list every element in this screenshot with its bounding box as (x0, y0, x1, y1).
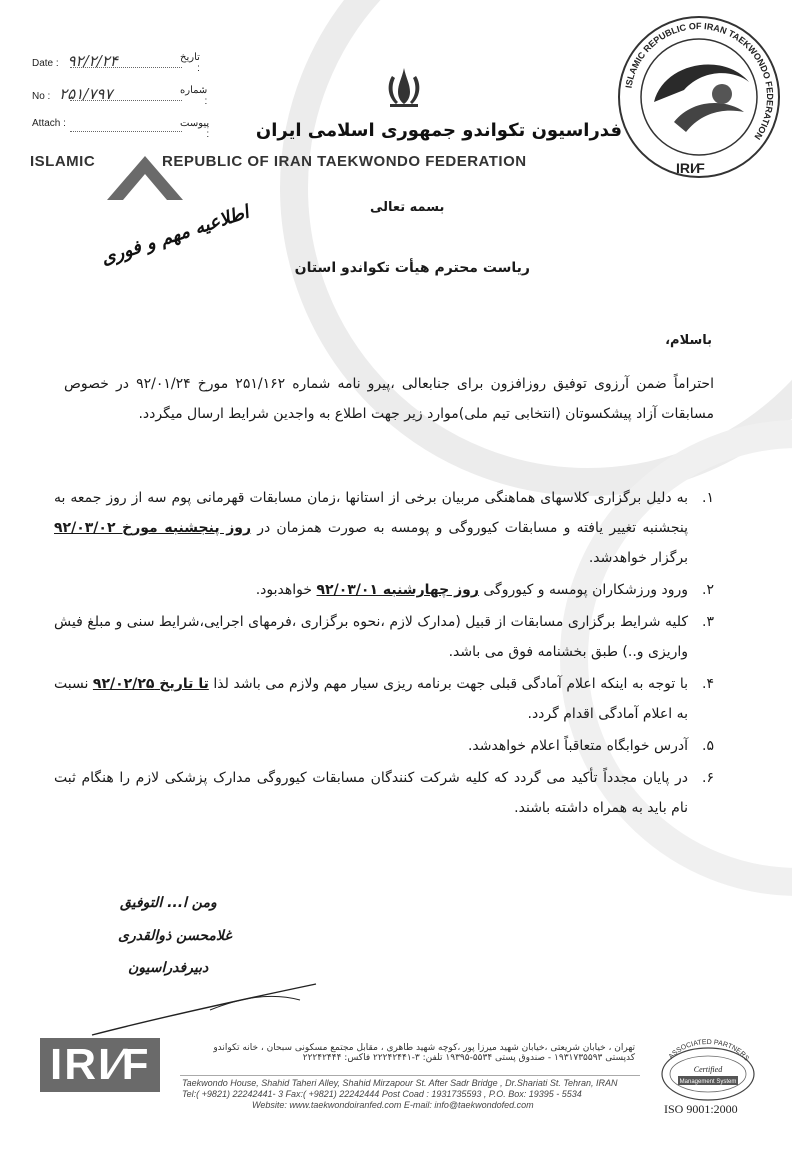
attach-row (32, 118, 210, 140)
date-label-fa: تاریخ : (180, 52, 200, 74)
federation-logo-icon (614, 12, 784, 182)
footer-address-fa (180, 1043, 635, 1063)
urgent-stamp: اطلاعیه مهم و فوری (98, 201, 252, 270)
iso-ring-text: ASSOCIATED PARTNERS (667, 1038, 750, 1063)
footer-address-fa-line: تهران ، خیابان شریعتی ،خیابان شهید میرزا پور ،کوچه شهید طاهری ، مقابل مجتمع مسکونی سبحان ، خانه تکواندو (213, 1043, 635, 1053)
footer-address-en-line: Taekwondo House, Shahid Taheri Alley, Shahid Mirzapour St. After Sadr Bridge , Dr.Shariati St. Tehran, IRAN (182, 1078, 618, 1088)
attach-dots (70, 131, 182, 132)
intro-paragraph: احتراماً ضمن آرزوی توفیق روزافزون برای جنابعالی ،پیرو نامه شماره ۲۵۱/۱۶۲ مورخ ۹۲/۰۱/۲۴ در خصوص مسابقات آزاد پیشکسوتان (انتخابی تیم ملی)موارد زیر جهت اطلاع به واجدین شرایط ارسال میگردد. (64, 376, 714, 422)
item-text: آدرس خوابگاه متعاقباً اعلام خواهدشد. (467, 738, 688, 754)
date-value: ۹۲/۲/۲۴ (67, 52, 118, 70)
iso-certified-badge-icon (658, 1030, 758, 1102)
header-title-en-1: ISLAMIC (30, 153, 96, 170)
header-title-fa: فدراسیون تکواندو جمهوری اسلامی ایران (255, 120, 622, 141)
list-item (54, 483, 714, 573)
item-text: در پایان مجدداً تأکید می گردد که کلیه شرکت کنندگان مسابقات کیوروگی مدارک پزشکی لازم را هنگام ثبت نام باید به همراه داشته باشند. (54, 770, 688, 816)
logo-ring-text: ISLAMIC REPUBLIC OF IRAN TAEKWONDO FEDERATION (623, 20, 776, 142)
item-text-end: خواهدبود. (255, 582, 317, 598)
number-label: No : (32, 91, 51, 102)
item-number: ۳. (702, 614, 714, 630)
recipient-line: ریاست محترم هیأت تکواندو استان (294, 260, 530, 276)
signer-name: غلامحسن ذوالقدری (118, 928, 232, 944)
attach-label: Attach : (32, 118, 66, 129)
item-emphasis: تا تاریخ ۹۲/۰۲/۲۵ (92, 676, 209, 692)
item-emphasis: روز چهارشنبه ۹۲/۰۳/۰۱ (316, 582, 479, 598)
item-emphasis: روز پنجشنبه مورخ ۹۲/۰۳/۰۲ (54, 520, 252, 536)
list-item (54, 575, 714, 605)
item-text-end: برگزار خواهدشد. (588, 550, 688, 566)
item-text: کلیه شرایط برگزاری مسابقات از قبیل (مدارک لازم ،نحوه برگزاری ،فرمهای اجرایی،شرایط سنی و مبلغ فیش واریزی و..) طبق بخشنامه فوق می باشد. (54, 614, 688, 660)
iso-label: ISO 9001:2000 (664, 1102, 738, 1116)
iso-ms-text: Management System (679, 1079, 737, 1085)
footer-divider (180, 1075, 640, 1076)
item-number: ۲. (702, 582, 714, 598)
iran-emblem-icon (384, 66, 424, 108)
header-title-en (30, 153, 527, 170)
footer-web-line: Website: www.taekwondoiranfed.com E-mail: info@taekwondofed.com (252, 1100, 534, 1110)
attach-label-fa: پیوست : (180, 118, 210, 140)
chevron-mark-icon (105, 152, 185, 202)
header-title-en-2: REPUBLIC OF IRAN TAEKWONDO FEDERATION (162, 153, 527, 170)
greeting: باسلام، (665, 333, 712, 348)
date-dots (70, 67, 182, 68)
list-item (54, 607, 714, 667)
item-number: ۶. (702, 770, 714, 786)
iso-certified-text: Certified (693, 1065, 723, 1074)
number-value: ۲۵۱/۷۹۷ (59, 85, 113, 103)
number-dots (70, 100, 182, 101)
number-label-fa: شماره : (180, 85, 208, 107)
item-text: به دلیل برگزاری کلاسهای هماهنگی مربیان برخی از استانها ،زمان مسابقات قهرمانی پوم سه از روز جمعه به پنجشنبه تغییر یافته و مسابقات کیوروگی و پومسه به صورت همزمان در (54, 490, 689, 536)
item-text: با توجه به اینکه اعلام آمادگی قبلی جهت برنامه ریزی سیار مهم ولازم می باشد لذا (208, 676, 688, 692)
item-number: ۴. (702, 676, 714, 692)
besm-heading: بسمه تعالی (370, 200, 445, 215)
item-number: ۱. (702, 490, 714, 506)
list-item (54, 731, 714, 761)
footer-address-en (182, 1078, 618, 1111)
item-text: ورود ورزشکاران پومسه و کیوروگی (478, 582, 688, 598)
list-item (54, 669, 714, 729)
signature-stroke-icon (90, 980, 320, 1040)
items-list (54, 483, 714, 825)
svg-text:ASSOCIATED PARTNERS (668, 1039, 751, 1063)
closing-line: ومن ا... التوفیق (120, 895, 217, 911)
footer-contact-fa-line: کدپستی ۱۹۳۱۷۳۵۵۹۳ - صندوق پستی ۵۵۳۴-۱۹۳۹۵ تلفن: ۳-۲۲۲۴۲۴۴۱ فاکس: ۲۲۲۴۲۴۴۴ (302, 1053, 635, 1063)
footer-contact-en-line: Tel:( +9821) 22242441- 3 Fax:( +9821) 22242444 Post Coad : 1931735593 , P.O. Box: 19395 - 5534 (182, 1089, 582, 1099)
signer-title: دبیرفدراسیون (128, 960, 209, 976)
date-label: Date : (32, 58, 59, 69)
list-item (54, 763, 714, 823)
footer-irif-logo: IRI∕F (40, 1038, 160, 1092)
header-irif-mark: IRI∕F (676, 160, 705, 176)
item-number: ۵. (702, 738, 714, 754)
item-text-end: نسبت به اعلام آمادگی اقدام گردد. (54, 676, 688, 722)
